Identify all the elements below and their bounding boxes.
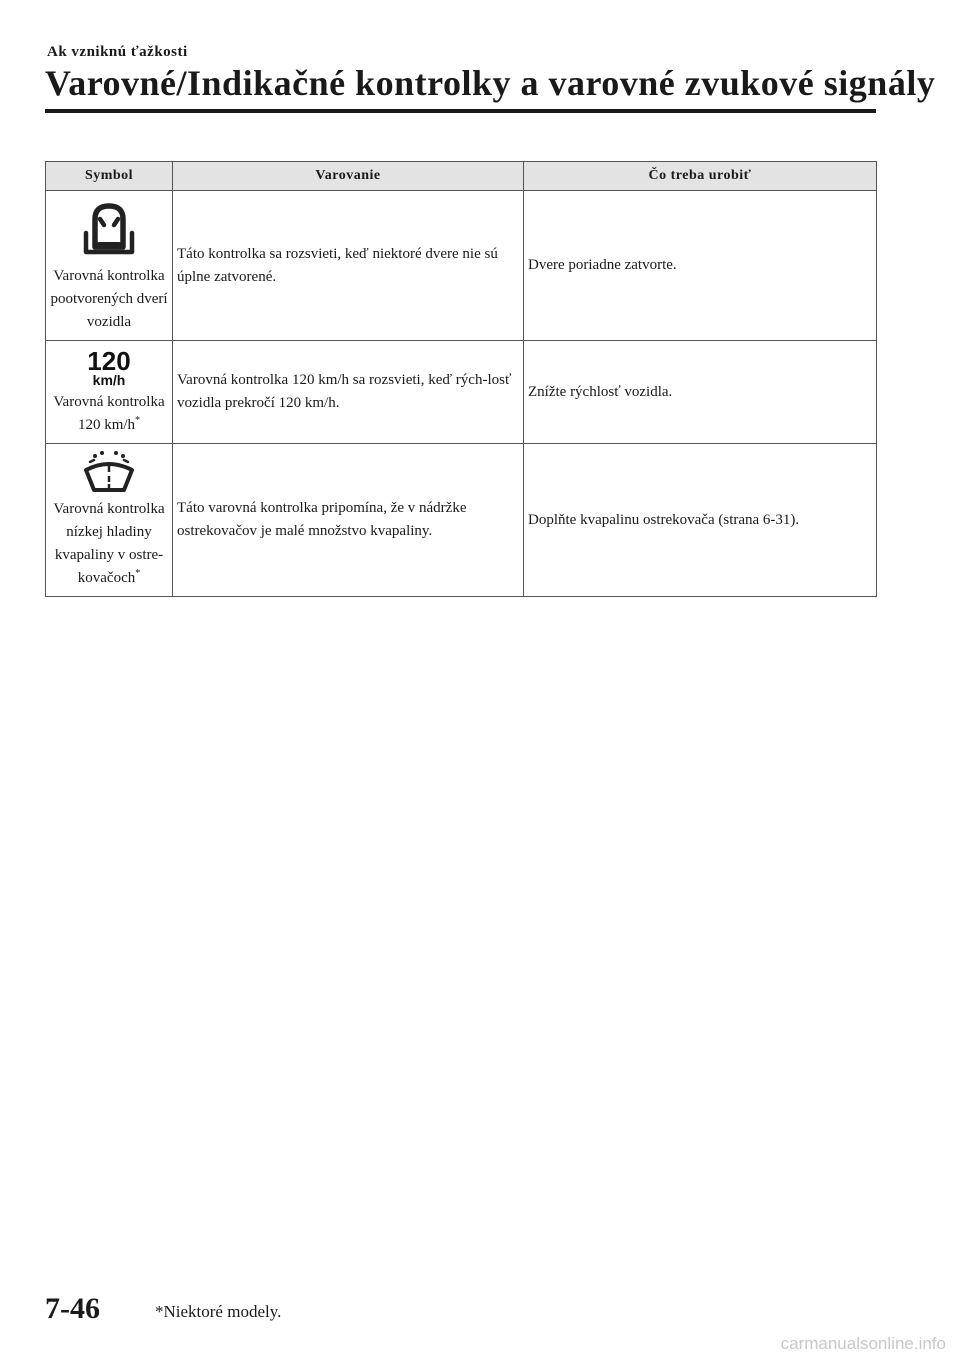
- column-header-action: Čo treba urobiť: [524, 162, 877, 191]
- symbol-cell: [46, 191, 173, 341]
- symbol-cell: [46, 444, 173, 597]
- page-title: Varovné/Indikačné kontrolky a varovné zvukové signály: [45, 63, 936, 103]
- symbol-label-text: Varovná kontrolka nízkej hladiny kvapaliny v ostre-kovačoch: [53, 501, 165, 586]
- watermark: carmanualsonline.info: [780, 1334, 946, 1353]
- washer-fluid-warning-icon: [81, 450, 137, 494]
- warning-lights-table: [45, 161, 877, 597]
- symbol-label-text: Varovná kontrolka 120 km/h: [53, 394, 165, 433]
- table-row: [46, 444, 877, 597]
- table-header-row: [46, 162, 877, 191]
- footnote: *Niektoré modely.: [155, 1302, 282, 1321]
- warning-cell: Táto kontrolka sa rozsvieti, keď niektoré dvere nie sú úplne zatvorené.: [173, 191, 524, 341]
- table-row: [46, 341, 877, 444]
- symbol-label: [49, 391, 169, 437]
- action-cell: Dvere poriadne zatvorte.: [524, 191, 877, 341]
- column-header-symbol: Symbol: [46, 162, 173, 191]
- symbol-cell: [46, 341, 173, 444]
- title-divider: [45, 109, 876, 113]
- footnote-marker: *: [135, 568, 141, 579]
- action-cell: Znížte rýchlosť vozidla.: [524, 341, 877, 444]
- warning-cell: Varovná kontrolka 120 km/h sa rozsvieti, keď rých-losť vozidla prekročí 120 km/h.: [173, 341, 524, 444]
- warning-cell: Táto varovná kontrolka pripomína, že v nádržke ostrekovačov je malé množstvo kvapaliny.: [173, 444, 524, 597]
- svg-text:km/h: km/h: [92, 372, 126, 387]
- table-row: [46, 191, 877, 341]
- symbol-label: Varovná kontrolka pootvorených dverí vozidla: [50, 268, 168, 330]
- column-header-warning: Varovanie: [173, 162, 524, 191]
- footnote-marker: *: [135, 415, 141, 426]
- svg-text:120: 120: [87, 347, 131, 376]
- symbol-label: [49, 498, 169, 590]
- section-label: Ak vzniknú ťažkosti: [47, 44, 188, 60]
- speed-120-warning-icon: [84, 347, 134, 387]
- door-open-warning-icon: [76, 197, 142, 261]
- page-number: 7-46: [45, 1292, 100, 1325]
- action-cell: Doplňte kvapalinu ostrekovača (strana 6-31).: [524, 444, 877, 597]
